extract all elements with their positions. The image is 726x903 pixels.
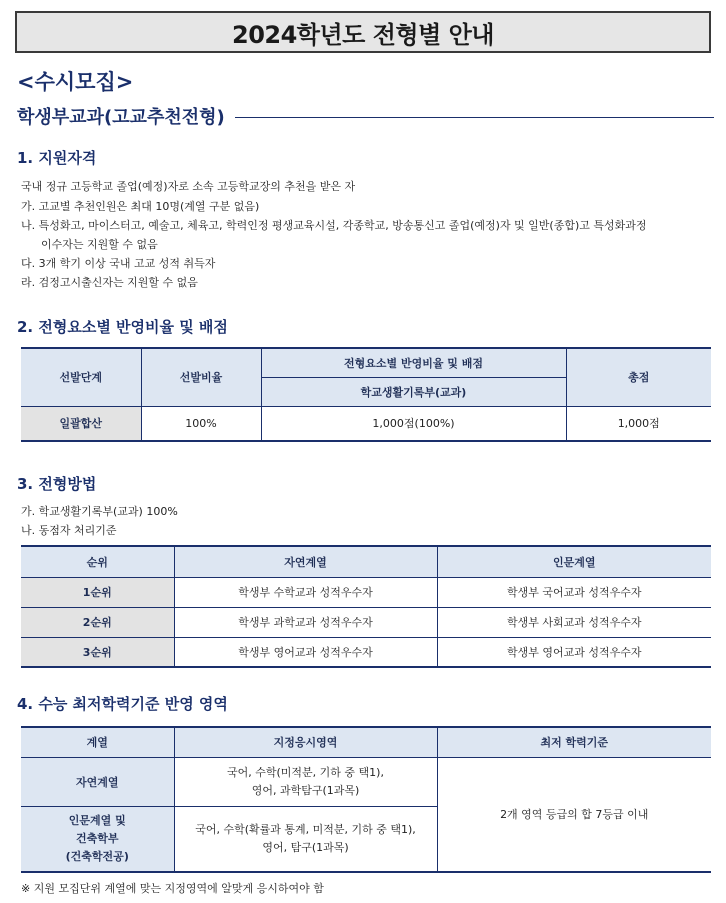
section3-heading: 3. 전형방법 <box>17 475 97 493</box>
track-heading-row <box>17 103 714 129</box>
header-group: 계열 <box>21 727 174 757</box>
section1-line: 가. 고교별 추천인원은 최대 10명(계열 구분 없음) <box>21 200 260 213</box>
group-line: 건축학부 <box>75 831 119 845</box>
header-designated-area: 지정응시영역 <box>174 727 437 757</box>
humanities-cell: 학생부 영어교과 성적우수자 <box>437 637 711 667</box>
section1-line: 국내 정규 고등학교 졸업(예정)자로 소속 고등학교장의 추천을 받은 자 <box>21 180 356 193</box>
minimum-standard-table <box>21 726 711 873</box>
table-row <box>21 637 711 667</box>
section2-heading: 2. 전형요소별 반영비율 및 배점 <box>17 318 228 336</box>
header-natural: 자연계열 <box>174 546 437 577</box>
area-line: 영어, 과학탐구(1과목) <box>251 783 360 797</box>
score-ratio-table <box>21 347 711 442</box>
header-minimum-standard: 최저 학력기준 <box>437 727 711 757</box>
table-row <box>21 577 711 607</box>
header-stage: 선발단계 <box>21 348 141 406</box>
group-cell <box>21 806 174 872</box>
cell-score: 1,000점(100%) <box>261 406 566 441</box>
humanities-cell: 학생부 사회교과 성적우수자 <box>437 607 711 637</box>
group-line: (건축학전공) <box>65 849 129 863</box>
area-line: 영어, 탐구(1과목) <box>262 840 349 854</box>
section1-line: 이수자는 지원할 수 없음 <box>41 238 158 251</box>
area-cell <box>174 806 437 872</box>
section1-line: 라. 검정고시출신자는 지원할 수 없음 <box>21 276 198 289</box>
header-elements: 전형요소별 반영비율 및 배점 <box>261 348 566 377</box>
rank-cell: 2순위 <box>21 607 174 637</box>
section3-line: 나. 동점자 처리기준 <box>21 524 117 537</box>
section1-line: 나. 특성화고, 마이스터고, 예술고, 체육고, 학력인정 평생교육시설, 각종학교, 방송통신고 졸업(예정)자 및 일반(종합)고 특성화과정 <box>21 219 647 232</box>
criterion-cell: 2개 영역 등급의 합 7등급 이내 <box>437 757 711 872</box>
humanities-cell: 학생부 국어교과 성적우수자 <box>437 577 711 607</box>
area-cell <box>174 757 437 806</box>
table-row <box>21 607 711 637</box>
recruit-type-heading: <수시모집> <box>17 70 134 94</box>
tiebreak-table <box>21 545 711 668</box>
cell-stage: 일괄합산 <box>21 406 141 441</box>
natural-cell: 학생부 과학교과 성적우수자 <box>174 607 437 637</box>
page-title: 2024학년도 전형별 안내 <box>15 11 711 53</box>
group-line: 인문계열 및 <box>68 813 126 827</box>
track-divider <box>235 117 714 118</box>
rank-cell: 1순위 <box>21 577 174 607</box>
header-humanities: 인문계열 <box>437 546 711 577</box>
rank-cell: 3순위 <box>21 637 174 667</box>
section1-heading: 1. 지원자격 <box>17 149 97 167</box>
cell-ratio: 100% <box>141 406 261 441</box>
track-name: 학생부교과(고교추천전형) <box>17 107 225 128</box>
footnote: ※ 지원 모집단위 계열에 맞는 지정영역에 알맞게 응시하여야 함 <box>21 882 324 895</box>
section4-heading: 4. 수능 최저학력기준 반영 영역 <box>17 695 228 713</box>
header-rank: 순위 <box>21 546 174 577</box>
header-total: 총점 <box>566 348 711 406</box>
section3-line: 가. 학교생활기록부(교과) 100% <box>21 505 178 518</box>
header-school-record: 학교생활기록부(교과) <box>261 377 566 406</box>
header-ratio: 선발비율 <box>141 348 261 406</box>
section1-line: 다. 3개 학기 이상 국내 고교 성적 취득자 <box>21 257 216 270</box>
natural-cell: 학생부 수학교과 성적우수자 <box>174 577 437 607</box>
cell-total: 1,000점 <box>566 406 711 441</box>
natural-cell: 학생부 영어교과 성적우수자 <box>174 637 437 667</box>
area-line: 국어, 수학(미적분, 기하 중 택1), <box>227 765 384 779</box>
area-line: 국어, 수학(확률과 통계, 미적분, 기하 중 택1), <box>195 822 416 836</box>
group-cell: 자연계열 <box>21 757 174 806</box>
table-row <box>21 757 711 806</box>
